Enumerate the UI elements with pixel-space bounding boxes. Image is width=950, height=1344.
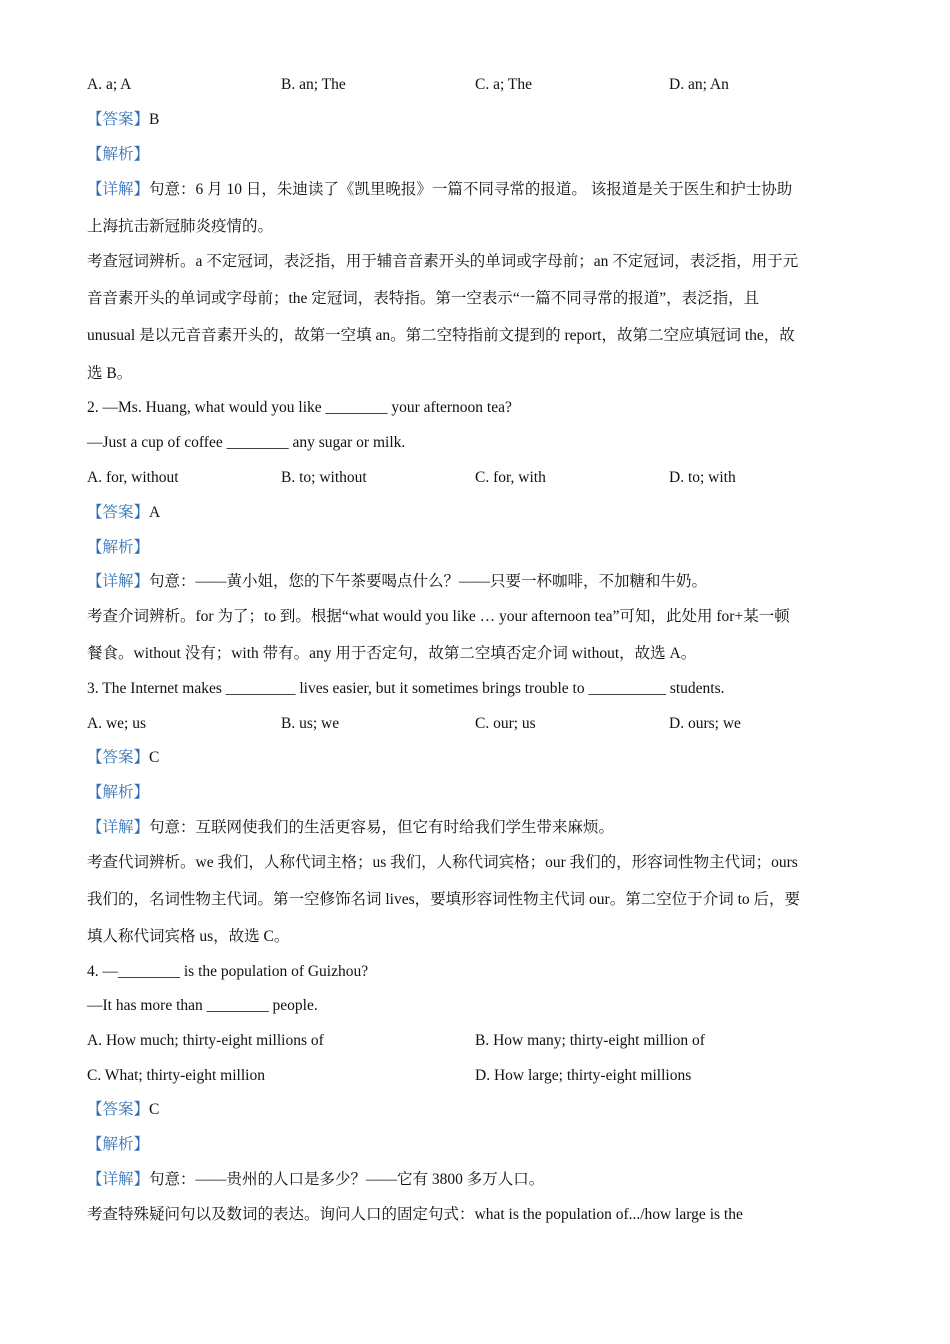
q3-detail-line: 考查代词辨析。we 我们，人称代词主格；us 我们，人称代词宾格；our 我们的，形容词性物主代词；ours	[87, 854, 798, 871]
answer-value: A	[149, 504, 161, 521]
q3-option-b: B. us; we	[281, 715, 340, 732]
q2-option-b: B. to; without	[281, 469, 367, 486]
q1-option-a: A. a; A	[87, 76, 132, 93]
q2-stem-2: —Just a cup of coffee ________ any sugar or milk.	[87, 434, 406, 451]
q1-option-d: D. an; An	[669, 76, 729, 93]
q1-option-b: B. an; The	[281, 76, 346, 93]
answer-tag: 【答案】	[87, 749, 150, 766]
q4-option-a: A. How much; thirty-eight millions of	[87, 1032, 324, 1049]
q1-detail-line: 音音素开头的单词或字母前；the 定冠词，表特指。第一空表示“一篇不同寻常的报道”，表泛指，且	[87, 290, 760, 307]
q4-detail-line	[87, 1170, 544, 1190]
detail-tag: 【详解】	[87, 573, 150, 590]
q4-detail-line: 考查特殊疑问句以及数词的表达。询问人口的固定句式：what is the population of.../how large is the	[87, 1206, 743, 1223]
detail-text: 句意：——黄小姐，您的下午茶要喝点什么？——只要一杯咖啡，不加糖和牛奶。	[149, 573, 708, 590]
q4-option-b: B. How many; thirty-eight million of	[475, 1032, 705, 1049]
q1-detail-line: unusual 是以元音音素开头的，故第一空填 an。第二空特指前文提到的 report，故第二空应填冠词 the，故	[87, 327, 795, 344]
q4-stem-2: —It has more than ________ people.	[87, 997, 318, 1014]
q1-detail-line: 选 B。	[87, 365, 133, 382]
q3-detail-line: 填人称代词宾格 us，故选 C。	[87, 928, 290, 945]
q3-analysis-tag: 【解析】	[87, 784, 150, 801]
detail-text: 句意：——贵州的人口是多少？——它有 3800 多万人口。	[149, 1171, 545, 1188]
q2-detail-line	[87, 572, 707, 592]
q3-option-a: A. we; us	[87, 715, 146, 732]
q3-stem: 3. The Internet makes _________ lives easier, but it sometimes brings trouble to __________ students.	[87, 680, 725, 697]
q2-option-d: D. to; with	[669, 469, 736, 486]
q1-detail-line: 上海抗击新冠肺炎疫情的。	[87, 218, 274, 235]
q1-analysis-tag: 【解析】	[87, 146, 150, 163]
q3-detail-line	[87, 818, 614, 838]
answer-value: C	[149, 1101, 160, 1118]
q2-analysis-tag: 【解析】	[87, 539, 150, 556]
q3-option-c: C. our; us	[475, 715, 536, 732]
answer-value: B	[149, 111, 160, 128]
q1-detail-line: 考查冠词辨析。a 不定冠词，表泛指，用于辅音音素开头的单词或字母前；an 不定冠词，表泛指，用于元	[87, 253, 799, 270]
q2-option-a: A. for, without	[87, 469, 179, 486]
q4-stem: 4. —________ is the population of Guizhou?	[87, 963, 369, 980]
detail-text: 句意：互联网使我们的生活更容易，但它有时给我们学生带来麻烦。	[149, 819, 615, 836]
q1-detail-line	[87, 180, 792, 200]
detail-tag: 【详解】	[87, 181, 150, 198]
q1-answer	[87, 110, 159, 130]
q4-option-d: D. How large; thirty-eight millions	[475, 1067, 692, 1084]
q4-answer	[87, 1100, 159, 1120]
answer-tag: 【答案】	[87, 111, 150, 128]
q2-detail-line: 考查介词辨析。for 为了；to 到。根据“what would you like … your afternoon tea”可知，此处用 for+某一顿	[87, 608, 790, 625]
answer-tag: 【答案】	[87, 504, 150, 521]
answer-value: C	[149, 749, 160, 766]
q2-option-c: C. for, with	[475, 469, 546, 486]
q3-answer	[87, 748, 159, 768]
answer-tag: 【答案】	[87, 1101, 150, 1118]
q4-analysis-tag: 【解析】	[87, 1136, 150, 1153]
q3-detail-line: 我们的，名词性物主代词。第一空修饰名词 lives，要填形容词性物主代词 our。第二空位于介词 to 后，要	[87, 891, 800, 908]
detail-text: 句意：6 月 10 日，朱迪读了《凯里晚报》一篇不同寻常的报道。 该报道是关于医生和护士协助	[149, 181, 793, 198]
detail-tag: 【详解】	[87, 1171, 150, 1188]
q4-option-c: C. What; thirty-eight million	[87, 1067, 265, 1084]
q1-option-c: C. a; The	[475, 76, 532, 93]
q2-answer	[87, 503, 160, 523]
q2-stem: 2. —Ms. Huang, what would you like ________ your afternoon tea?	[87, 399, 512, 416]
q2-detail-line: 餐食。without 没有；with 带有。any 用于否定句，故第二空填否定介词 without，故选 A。	[87, 645, 697, 662]
detail-tag: 【详解】	[87, 819, 150, 836]
q3-option-d: D. ours; we	[669, 715, 741, 732]
